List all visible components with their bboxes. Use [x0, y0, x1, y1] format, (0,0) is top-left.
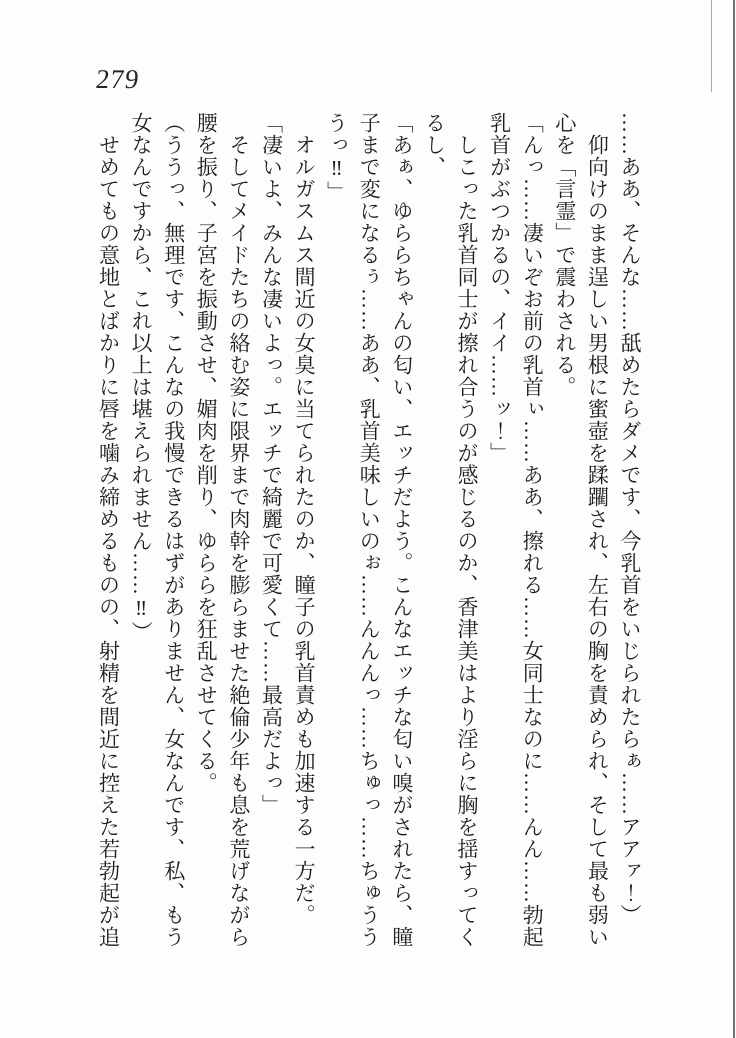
- text-line: 「あぁ、ゆららちゃんの匂い、エッチだよう。こんなエッチな匂い嗅がされたら、瞳: [389, 112, 414, 948]
- scan-artifact-line: [711, 0, 712, 92]
- text-line: 「んっ……凄いぞお前の乳首ぃ……ああ、擦れる……女同士なのに……んん……勃起: [520, 112, 545, 948]
- text-line: そしてメイドたちの絡む姿に限界まで肉幹を膨らませた絶倫少年も息を荒げながら: [226, 112, 251, 948]
- text-line: 女なんですから、これ以上は堪えられません……‼）: [129, 112, 154, 643]
- page-number: 279: [94, 64, 142, 94]
- text-line: 心を「言霊」で震わされる。: [552, 112, 577, 398]
- text-line: 腰を振り、子宮を振動させ、媚肉を削り、ゆららを狂乱させてくる。: [194, 112, 219, 794]
- body-text: [92, 112, 646, 960]
- text-line: （ううっ、無理です、こんなの我慢できるはずがありません、女なんです、私、もう: [161, 112, 186, 948]
- page-edge-line: [733, 0, 735, 1038]
- text-line: 乳首がぶつかるの、イイ……ッ！」: [487, 112, 512, 464]
- text-line: 「凄いよ、みんな凄いよっ。エッチで綺麗で可愛くて……最高だよっ」: [259, 112, 284, 816]
- text-line: オルガスムス間近の女臭に当てられたのか、瞳子の乳首責めも加速する一方だ。: [292, 112, 317, 926]
- text-line: うっ‼」: [324, 112, 349, 203]
- text-line: ……ああ、そんな……舐めたらダメです、今乳首をいじられたらぁ……アアァ！）: [618, 112, 642, 926]
- text-line: 子まで変になるぅ……ああ、乳首美味しいのぉ……んんんっ……ちゅっ……ちゅうう: [357, 112, 382, 948]
- text-line: 仰向けのまま逞しい男根に蜜壺を蹂躙され、左右の胸を責められ、そして最も弱い: [585, 112, 610, 948]
- text-line: せめてもの意地とばかりに唇を噛み締めるものの、射精を間近に控えた若勃起が追: [96, 112, 121, 948]
- text-line: しこった乳首同士が擦れ合うのが感じるのか、香津美はより淫らに胸を揺すってく: [455, 112, 480, 948]
- text-line: るし、: [422, 112, 447, 178]
